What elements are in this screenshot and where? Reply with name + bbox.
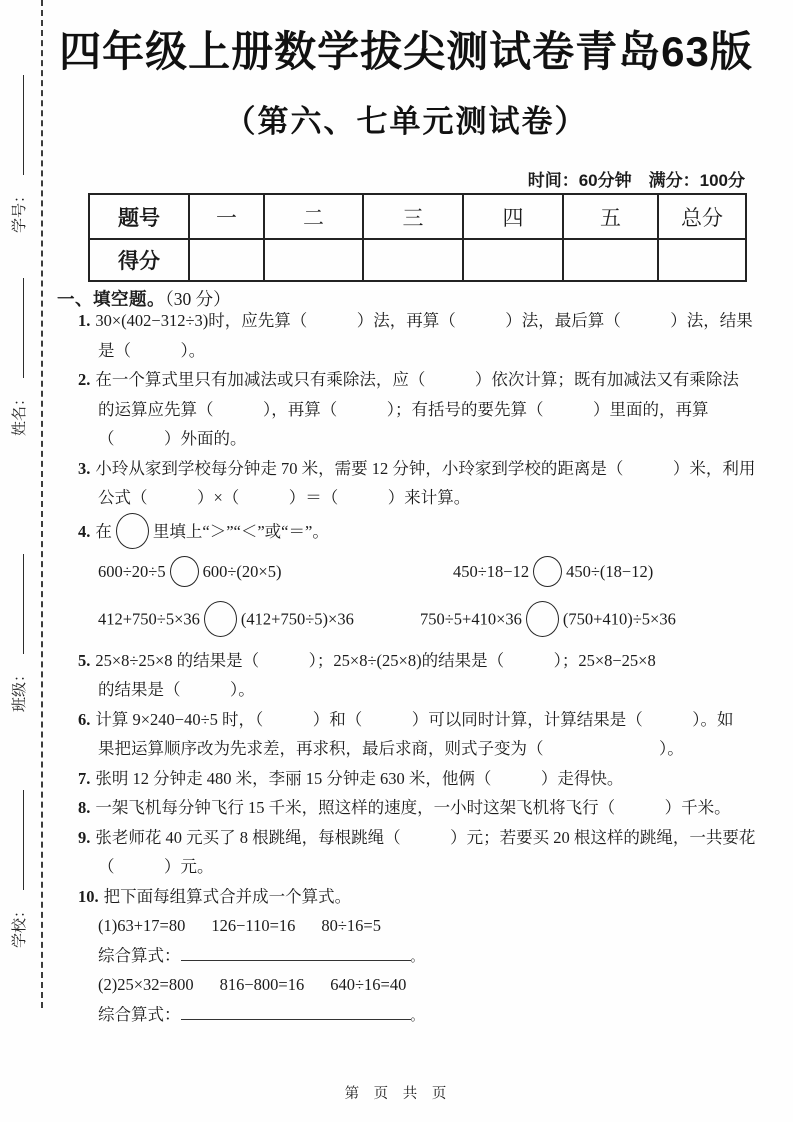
- class-label: 班级：: [12, 666, 28, 712]
- comparison-circle-3: [204, 601, 237, 637]
- question-2-line-3: [78, 424, 783, 454]
- question-2-line-2: [78, 395, 783, 425]
- question-2-text-3: （ ）外面的。: [98, 429, 247, 448]
- group-2-eq-1: 25×32=800: [117, 975, 194, 994]
- question-7-text-1: 张明 12 分钟走 480 米，李丽 15 分钟走 630 米，他俩（ ）走得快。: [95, 768, 624, 788]
- group-1-eq-3: 80÷16=5: [321, 916, 381, 935]
- compare-pair-2-left: 450÷18−12: [453, 561, 530, 581]
- compare-pair-3-right: (412+750÷5)×36: [240, 609, 354, 629]
- question-7-number: 7.: [78, 768, 91, 788]
- score-cell-empty-total: [658, 239, 746, 281]
- question-9-text-2: （ ）元。: [98, 857, 214, 876]
- school-label: 学校：: [12, 902, 28, 948]
- sidebar-field-class: [8, 540, 29, 712]
- compare-pair-1-left: 600÷20÷5: [98, 561, 166, 581]
- time-fullscore-info: 时间：60分钟 满分：100分: [527, 171, 745, 190]
- question-5-line-2: [78, 675, 783, 705]
- question-6-text-1: 计算 9×240−40÷5 时，（ ）和（ ）可以同时计算，计算结果是（ ）。如: [95, 709, 734, 729]
- question-9-line-2: [78, 852, 783, 882]
- question-1-text-2: 是（ ）。: [98, 340, 206, 360]
- question-10-group-1-equations: [78, 911, 783, 941]
- question-3-text-2: 公式（ ）×（ ）＝（ ）来计算。: [98, 488, 471, 507]
- question-4-suffix: 里填上“＞”“＜”或“＝”。: [152, 521, 329, 541]
- question-8-line-1: [78, 793, 783, 823]
- question-1-line-1: [78, 306, 783, 336]
- comparison-circle-4: [526, 601, 559, 637]
- sidebar-field-name: [8, 264, 29, 436]
- score-table-corner: 题号: [89, 194, 189, 239]
- comparison-circle-2: [533, 556, 562, 587]
- question-4-prefix: 在: [95, 521, 112, 541]
- question-6-number: 6.: [78, 709, 91, 729]
- question-4-line-1: [78, 513, 783, 550]
- question-9-number: 9.: [78, 827, 91, 847]
- score-cell-empty-4: [463, 239, 563, 281]
- question-1-text-1: 30×(402−312÷3)时，应先算（ ）法，再算（ ）法，最后算（ ）法，结果: [95, 311, 753, 330]
- score-table-col-1: 一: [189, 194, 264, 239]
- question-3-text-1: 小玲从家到学校每分钟走 70 米，需要 12 分钟，小玲家到学校的距离是（ ）米，利用: [95, 458, 756, 478]
- question-3-number: 3.: [78, 458, 91, 478]
- group-1-answer-period: 。: [410, 948, 424, 964]
- question-5-line-1: [78, 646, 783, 676]
- score-table-col-2: 二: [264, 194, 363, 239]
- student-id-label: 学号：: [12, 187, 28, 233]
- question-6-text-2: 果把运算顺序改为先求差，再求积，最后求商，则式子变为（ ）。: [98, 739, 684, 758]
- sidebar-field-school: [8, 776, 29, 948]
- question-8-number: 8.: [78, 798, 91, 817]
- question-10-group-2-equations: [78, 970, 783, 1000]
- question-4-number: 4.: [78, 521, 91, 541]
- group-2-eq-2: 816−800=16: [219, 975, 305, 994]
- question-2-text-2: 的运算应先算（ ），再算（ ）；有括号的要先算（ ）里面的，再算: [98, 399, 709, 419]
- compare-pair-4-right: (750+410)÷5×36: [562, 609, 676, 629]
- question-9-line-1: [78, 823, 783, 853]
- question-10-group-2-answer: [78, 1000, 783, 1030]
- compare-pair-4-left: 750÷5+410×36: [420, 609, 522, 629]
- score-cell-empty-1: [189, 239, 264, 281]
- question-10-group-1-answer: [78, 941, 783, 971]
- question-4-compare-row-2: [78, 596, 783, 646]
- name-blank-line: [10, 278, 24, 378]
- compare-pair-4: [420, 601, 676, 640]
- question-8-text-1: 一架飞机每分钟飞行 15 千米，照这样的速度，一小时这架飞机将飞行（ ）千米。: [95, 798, 731, 817]
- class-blank-line: [10, 554, 24, 654]
- group-2-eq-3: 640÷16=40: [330, 975, 407, 994]
- question-10-line-1: [78, 882, 783, 912]
- compare-pair-2-right: 450÷(18−12): [566, 561, 654, 581]
- group-1-label: (1): [98, 916, 118, 935]
- score-cell-empty-3: [363, 239, 463, 281]
- score-table-col-4: 四: [463, 194, 563, 239]
- question-3-line-1: [78, 454, 783, 484]
- page-footer: 第 页 共 页: [344, 1086, 449, 1102]
- comparison-circle-1: [170, 556, 199, 587]
- question-6-line-2: [78, 734, 783, 764]
- score-table-col-5: 五: [563, 194, 658, 239]
- compare-pair-3-left: 412+750÷5×36: [98, 609, 200, 629]
- compare-pair-1-right: 600÷(20×5): [202, 561, 282, 581]
- group-1-answer-blank-line: [181, 945, 411, 961]
- section-one-score: （30 分）: [165, 289, 231, 309]
- score-cell-empty-5: [563, 239, 658, 281]
- name-label: 姓名：: [12, 390, 28, 436]
- score-row-label: 得分: [89, 239, 189, 281]
- group-1-eq-2: 126−110=16: [211, 916, 296, 935]
- question-10-intro: 把下面每组算式合并成一个算式。: [103, 886, 352, 906]
- question-2-number: 2.: [78, 370, 91, 389]
- group-2-answer-period: 。: [410, 1007, 424, 1023]
- sidebar-field-student-id: [8, 61, 29, 233]
- score-table-col-total: 总分: [658, 194, 746, 239]
- group-1-answer-label: 综合算式：: [98, 945, 181, 965]
- question-5-number: 5.: [78, 650, 91, 670]
- group-1-eq-1: 63+17=80: [117, 916, 186, 935]
- question-5-text-2: 的结果是（ ）。: [98, 680, 255, 699]
- group-2-answer-label: 综合算式：: [98, 1004, 181, 1024]
- question-1-number: 1.: [78, 311, 91, 330]
- question-2-line-1: [78, 365, 783, 395]
- fill-in-blanks-section: [78, 306, 783, 1029]
- question-4-compare-row-1: [78, 550, 783, 596]
- question-1-line-2: [78, 336, 783, 366]
- binding-dashed-line: [41, 0, 43, 1008]
- score-table: [88, 193, 747, 282]
- student-id-blank-line: [10, 75, 24, 175]
- compare-pair-2: [453, 556, 653, 590]
- group-2-answer-blank-line: [181, 1004, 411, 1020]
- score-table-col-3: 三: [363, 194, 463, 239]
- school-blank-line: [10, 790, 24, 890]
- question-2-text-1: 在一个算式里只有加减法或只有乘除法，应（ ）依次计算；既有加减法又有乘除法: [95, 370, 739, 389]
- question-7-line-1: [78, 764, 783, 794]
- question-3-line-2: [78, 483, 783, 513]
- page-title: 四年级上册数学拔尖测试卷青岛63版: [59, 28, 753, 75]
- compare-pair-3: [98, 601, 420, 640]
- section-one-title: 一、填空题。: [57, 289, 165, 309]
- question-6-line-1: [78, 705, 783, 735]
- score-cell-empty-2: [264, 239, 363, 281]
- question-5-text-1: 25×8÷25×8 的结果是（ ）；25×8÷(25×8)的结果是（ ）；25×8−25×8: [95, 650, 656, 670]
- question-10-number: 10.: [78, 886, 99, 906]
- comparison-circle-prompt: [116, 513, 149, 549]
- page-subtitle: （第六、七单元测试卷）: [224, 104, 588, 139]
- question-9-text-1: 张老师花 40 元买了 8 根跳绳，每根跳绳（ ）元；若要买 20 根这样的跳绳，一共要花: [95, 827, 756, 847]
- group-2-label: (2): [98, 975, 118, 994]
- compare-pair-1: [98, 556, 453, 590]
